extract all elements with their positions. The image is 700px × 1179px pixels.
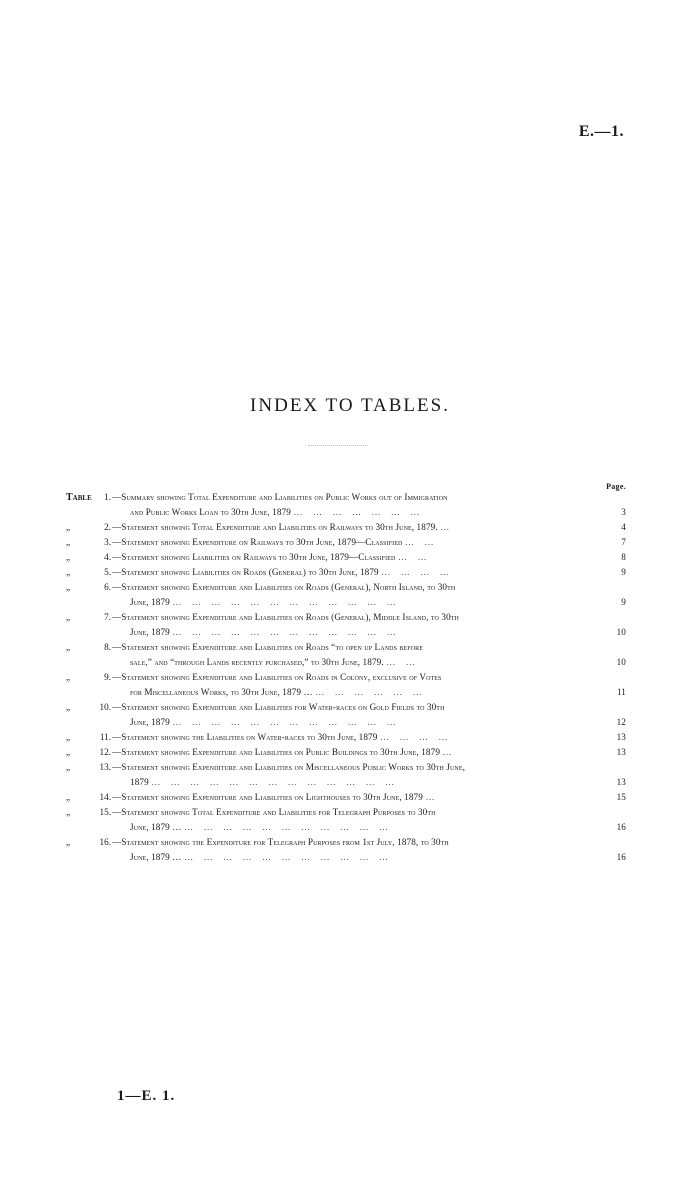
index-entry xyxy=(66,730,626,745)
entry-title-line: —Statement showing Expenditure and Liabilities on Public Buildings to 30th June, 1879 xyxy=(112,747,441,757)
ditto-mark: „ xyxy=(66,552,71,562)
entry-number: 7. xyxy=(104,612,111,622)
ditto-mark: „ xyxy=(66,762,71,772)
entry-description xyxy=(112,565,626,580)
entry-description xyxy=(112,790,626,805)
page-number: 13 xyxy=(616,732,626,742)
entry-description xyxy=(112,700,626,730)
page-column-header: Page. xyxy=(606,482,626,491)
entry-title-line: —Statement showing Liabilities on Roads (General) to 30th June, 1879 xyxy=(112,567,379,577)
entry-title-line: —Statement showing Expenditure and Liabilities on Miscellaneous Public Works to 30th June, xyxy=(112,762,466,772)
entry-description xyxy=(112,730,626,745)
page-number: 16 xyxy=(616,822,626,832)
entry-number: 10. xyxy=(99,702,111,712)
entry-number: 8. xyxy=(104,642,111,652)
leader-dots: … … … … … … … … … … … … … xyxy=(151,777,399,787)
leader-dots: … … … … … … … … … … … xyxy=(183,852,392,862)
entry-number: 6. xyxy=(104,582,111,592)
index-entry xyxy=(66,535,626,550)
index-entry xyxy=(66,640,626,670)
entry-title-line: —Statement showing Expenditure and Liabilities on Roads “to open up Lands before xyxy=(112,642,424,652)
entry-description xyxy=(112,805,626,835)
entry-title-continuation: 1879 xyxy=(130,777,149,787)
entry-number: 1. xyxy=(104,492,111,502)
entry-title-continuation: for Miscellaneous Works, to 30th June, 1879 … xyxy=(130,687,313,697)
entry-description xyxy=(112,640,626,670)
index-entry xyxy=(66,670,626,700)
entry-description xyxy=(112,835,626,865)
ditto-mark: „ xyxy=(66,702,71,712)
ditto-mark: „ xyxy=(66,807,71,817)
ditto-mark: „ xyxy=(66,837,71,847)
page-number: 7 xyxy=(621,537,626,547)
index-entry xyxy=(66,565,626,580)
page-number: 13 xyxy=(616,747,626,757)
entry-title-continuation: June, 1879 xyxy=(130,717,170,727)
table-index-list xyxy=(66,490,626,865)
leader-dots: … … … … … … … … … … … xyxy=(183,822,392,832)
entry-number: 16. xyxy=(99,837,111,847)
entry-number: 3. xyxy=(104,537,111,547)
page-title: INDEX TO TABLES. xyxy=(250,395,450,416)
leader-dots: … xyxy=(440,522,454,532)
ditto-mark: „ xyxy=(66,672,71,682)
entry-title-line: —Statement showing Expenditure and Liabilities for Water-races on Gold Fields to 30th xyxy=(112,702,445,712)
page-number: 10 xyxy=(616,657,626,667)
entry-title-continuation: and Public Works Loan to 30th June, 1879 xyxy=(130,507,291,517)
index-entry xyxy=(66,550,626,565)
page-number: 4 xyxy=(621,522,626,532)
page-number: 9 xyxy=(621,597,626,607)
title-divider xyxy=(308,445,368,446)
entry-number: 5. xyxy=(104,567,111,577)
page-number: 16 xyxy=(616,852,626,862)
ditto-mark: „ xyxy=(66,642,71,652)
ditto-mark: „ xyxy=(66,522,71,532)
entry-number: 11. xyxy=(99,732,111,742)
index-entry xyxy=(66,580,626,610)
index-entry xyxy=(66,610,626,640)
leader-dots: … … xyxy=(404,537,438,547)
entry-description xyxy=(112,610,626,640)
entry-title-continuation: June, 1879 xyxy=(130,597,170,607)
table-label: Table xyxy=(66,492,92,503)
page-number: 15 xyxy=(616,792,626,802)
entry-number: 9. xyxy=(104,672,111,682)
entry-title-continuation: June, 1879 … xyxy=(130,822,182,832)
ditto-mark: „ xyxy=(66,732,71,742)
ditto-mark: „ xyxy=(66,747,71,757)
index-entry xyxy=(66,745,626,760)
document-code: E.—1. xyxy=(578,123,624,140)
ditto-mark: „ xyxy=(66,792,71,802)
leader-dots: … … xyxy=(397,552,431,562)
index-entry xyxy=(66,700,626,730)
leader-dots: … … … … xyxy=(381,567,453,577)
entry-description xyxy=(112,550,626,565)
ditto-mark: „ xyxy=(66,567,71,577)
entry-title-continuation: sale,” and “through Lands recently purchased,” to 30th June, 1879. xyxy=(130,657,384,667)
entry-number: 13. xyxy=(99,762,111,772)
ditto-mark: „ xyxy=(66,537,71,547)
entry-description xyxy=(112,670,626,700)
leader-dots: … xyxy=(442,747,456,757)
entry-title-line: —Statement showing Expenditure and Liabilities on Roads (General), North Island, to 30th xyxy=(112,582,456,592)
entry-description xyxy=(112,760,626,790)
page-number: 10 xyxy=(616,627,626,637)
page-number: 9 xyxy=(621,567,626,577)
ditto-mark: „ xyxy=(66,582,71,592)
entry-title-line: —Summary showing Total Expenditure and Liabilities on Public Works out of Immigration xyxy=(112,492,448,502)
index-entry xyxy=(66,835,626,865)
index-entry xyxy=(66,790,626,805)
ditto-mark: „ xyxy=(66,612,71,622)
entry-title-line: —Statement showing the Expenditure for Telegraph Purposes from 1st July, 1878, to 30th xyxy=(112,837,449,847)
entry-description xyxy=(112,745,626,760)
leader-dots: … … xyxy=(386,657,419,667)
entry-title-line: —Statement showing the Liabilities on Water-races to 30th June, 1879 xyxy=(112,732,378,742)
entry-title-line: —Statement showing Expenditure and Liabilities on Roads in Colony, exclusive of Votes xyxy=(112,672,442,682)
page-number: 11 xyxy=(616,687,626,697)
leader-dots: … xyxy=(425,792,439,802)
entry-title-line: —Statement showing Expenditure on Railways to 30th June, 1879—Classified xyxy=(112,537,403,547)
leader-dots: … … … … … … xyxy=(315,687,426,697)
page-number: 3 xyxy=(621,507,626,517)
index-entry xyxy=(66,760,626,790)
entry-description xyxy=(112,535,626,550)
entry-title-line: —Statement showing Expenditure and Liabilities on Lighthouses to 30th June, 1879 xyxy=(112,792,423,802)
page-number: 8 xyxy=(621,552,626,562)
leader-dots: … … … … … … … … … … … … xyxy=(172,717,400,727)
entry-description xyxy=(112,520,626,535)
entry-title-line: —Statement showing Total Expenditure and Liabilities on Railways to 30th June, 1879. xyxy=(112,522,438,532)
entry-number: 15. xyxy=(99,807,111,817)
entry-title-line: —Statement showing Expenditure and Liabilities on Roads (General), Middle Island, to 30th xyxy=(112,612,459,622)
page-number: 13 xyxy=(616,777,626,787)
index-entry xyxy=(66,490,626,520)
leader-dots: … … … … … … … xyxy=(293,507,424,517)
entry-title-continuation: June, 1879 xyxy=(130,627,170,637)
entry-title-line: —Statement showing Total Expenditure and Liabilities for Telegraph Purposes to 30th xyxy=(112,807,436,817)
entry-description xyxy=(112,490,626,520)
entry-title-continuation: June, 1879 … xyxy=(130,852,182,862)
leader-dots: … … … … … … … … … … … … xyxy=(172,627,400,637)
page-number: 12 xyxy=(616,717,626,727)
leader-dots: … … … … … … … … … … … … xyxy=(172,597,400,607)
entry-number: 12. xyxy=(99,747,111,757)
entry-number: 14. xyxy=(99,792,111,802)
index-entry xyxy=(66,520,626,535)
entry-number: 4. xyxy=(104,552,111,562)
leader-dots: … … … … xyxy=(379,732,452,742)
index-entry xyxy=(66,805,626,835)
entry-title-line: —Statement showing Liabilities on Railways to 30th June, 1879—Classified xyxy=(112,552,396,562)
entry-number: 2. xyxy=(104,522,111,532)
entry-description xyxy=(112,580,626,610)
footer-code: 1—E. 1. xyxy=(117,1088,176,1104)
